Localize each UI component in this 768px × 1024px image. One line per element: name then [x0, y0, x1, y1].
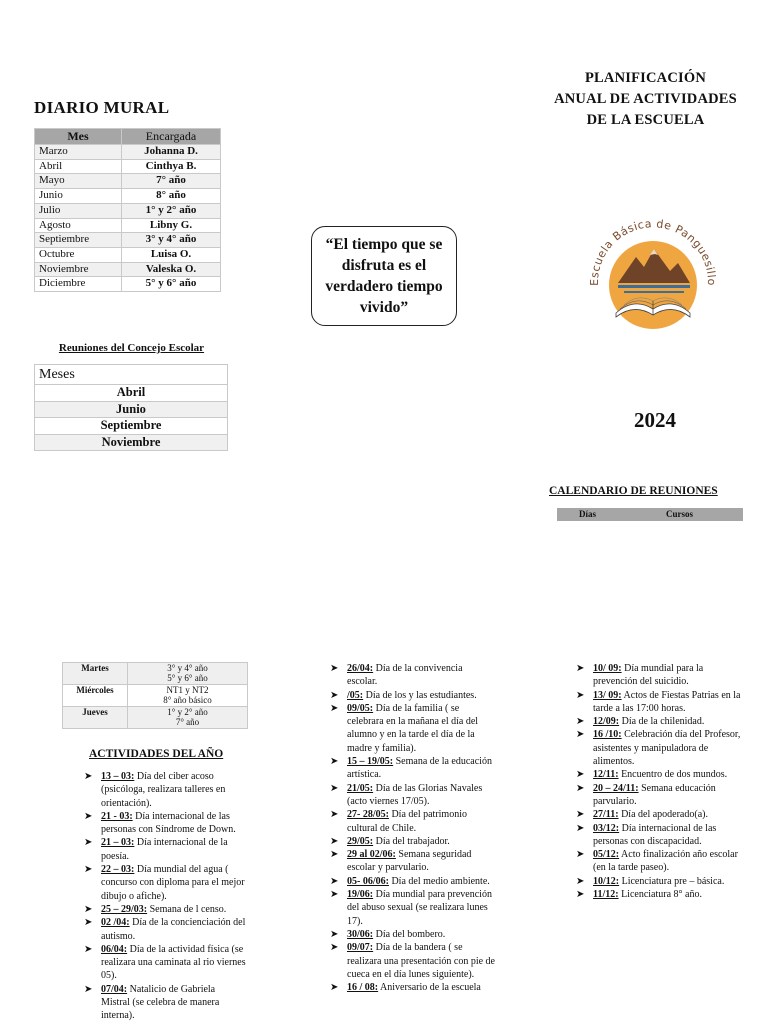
mes-cell: Septiembre: [35, 233, 122, 248]
list-item: [330, 782, 495, 809]
arrow-bullet-icon: ➤: [330, 849, 339, 861]
table-row: [35, 174, 221, 189]
activity-text: Día mundial para prevención del abuso sexual (se realizara lunes 17).: [347, 889, 492, 927]
mes-cell: Junio: [35, 189, 122, 204]
activity-date: 11/12:: [593, 889, 619, 901]
arrow-bullet-icon: ➤: [576, 729, 585, 741]
calendario-title: CALENDARIO DE REUNIONES: [549, 485, 718, 497]
quote-text: “El tiempo que se disfruta es el verdadero tiempo vivido”: [325, 236, 443, 316]
arrow-bullet-icon: ➤: [330, 889, 339, 901]
encargada-cell: Libny G.: [122, 218, 221, 233]
cursos-cell: [128, 685, 248, 707]
activity-date: 02 /04:: [101, 917, 130, 929]
activity-date: 09/05:: [347, 702, 374, 714]
mes-cell: Diciembre: [35, 277, 122, 292]
column-header-cursos: Cursos: [666, 509, 694, 519]
table-row: [35, 385, 228, 402]
activity-date: 29/05:: [347, 835, 374, 847]
title-line: DE LA ESCUELA: [586, 112, 705, 128]
arrow-bullet-icon: ➤: [330, 689, 339, 701]
arrow-bullet-icon: ➤: [330, 875, 339, 887]
arrow-bullet-icon: ➤: [84, 917, 93, 929]
table-row: [35, 145, 221, 160]
activity-date: 07/04:: [101, 983, 128, 995]
title-line: ANUAL DE ACTIVIDADES: [554, 91, 737, 107]
column-header-mes: Mes: [35, 129, 122, 145]
list-item: [330, 702, 495, 755]
activity-date: 21 – 03:: [101, 837, 135, 849]
arrow-bullet-icon: ➤: [576, 782, 585, 794]
list-item: [330, 662, 495, 689]
list-item: [84, 916, 246, 943]
quote-box: [311, 226, 457, 326]
reuniones-title: Reuniones del Concejo Escolar: [58, 342, 205, 354]
calendario-table: [62, 662, 248, 729]
mes-cell: Septiembre: [35, 418, 228, 435]
dia-cell: Jueves: [63, 707, 128, 729]
list-item: [330, 875, 495, 888]
activity-text: Acto finalización año escolar (en la tarde paseo).: [593, 849, 738, 874]
arrow-bullet-icon: ➤: [576, 809, 585, 821]
activity-text: Día mundial para la prevención del suicidio.: [593, 663, 704, 688]
encargada-cell: 8° año: [122, 189, 221, 204]
list-item: [330, 941, 495, 981]
list-item: [330, 928, 495, 941]
list-item: [576, 782, 741, 809]
activity-text: Día del ciber acoso (psicóloga, realizara talleres en orientación).: [101, 771, 226, 809]
mes-cell: Noviembre: [35, 434, 228, 451]
activity-text: Día de la familia ( se celebrara en la mañana el día del alumno y en la tarde el día de la madre y familia).: [347, 702, 479, 754]
mes-cell: Octubre: [35, 247, 122, 262]
activity-text: Celebración día del Profesor, asistentes y manipuladora de alimentos.: [593, 729, 741, 768]
actividades-column-1: [84, 770, 246, 1023]
table-row: [35, 159, 221, 174]
activity-text: Día de la actividad física (se realizara una caminata al rio viernes 05).: [101, 943, 246, 982]
curso-line: 3° y 4° año: [167, 663, 208, 673]
arrow-bullet-icon: ➤: [330, 756, 339, 768]
table-row: [35, 401, 228, 418]
mes-cell: Noviembre: [35, 262, 122, 277]
list-item: [576, 715, 741, 728]
activity-text: Encuentro de dos mundos.: [618, 769, 728, 781]
arrow-bullet-icon: ➤: [576, 849, 585, 861]
list-item: [84, 836, 246, 863]
list-item: [84, 983, 246, 1023]
arrow-bullet-icon: ➤: [84, 983, 93, 995]
activity-date: /05:: [347, 689, 364, 701]
actividades-column-2: [330, 662, 495, 994]
activity-text: Día de los y las estudiantes.: [363, 689, 477, 701]
column-header-meses: Meses: [35, 365, 228, 385]
arrow-bullet-icon: ➤: [576, 689, 585, 701]
arrow-bullet-icon: ➤: [84, 943, 93, 955]
arrow-bullet-icon: ➤: [576, 663, 585, 674]
title-line: PLANIFICACIÓN: [584, 70, 707, 86]
activity-text: Día de la concienciación del autismo.: [101, 917, 246, 942]
encargada-cell: Cinthya B.: [122, 159, 221, 174]
arrow-bullet-icon: ➤: [330, 702, 339, 714]
arrow-bullet-icon: ➤: [84, 810, 93, 822]
arrow-bullet-icon: ➤: [84, 837, 93, 849]
table-row: [63, 707, 248, 729]
activity-date: 21 - 03:: [101, 810, 133, 822]
encargada-cell: Johanna D.: [122, 145, 221, 160]
activity-text: Licenciatura 8° año.: [618, 889, 702, 901]
list-item: [84, 810, 246, 837]
logo-text: Escuela Básica de Panguesillo: [587, 217, 719, 286]
activity-date: 29 al 02/06:: [347, 849, 396, 861]
year: 2024: [634, 408, 676, 432]
activity-text: Aniversario de la escuela: [378, 982, 481, 994]
list-item: [330, 808, 495, 835]
table-row: [63, 685, 248, 707]
list-item: [84, 903, 246, 916]
list-item: [576, 888, 741, 901]
table-row: [35, 418, 228, 435]
activity-text: Semana de l censo.: [147, 903, 227, 915]
arrow-bullet-icon: ➤: [84, 903, 93, 915]
activity-date: 13 – 03:: [101, 771, 135, 782]
activity-date: 27/11:: [593, 809, 619, 821]
activity-text: Día del bombero.: [373, 928, 446, 940]
curso-line: 1° y 2° año: [167, 707, 208, 717]
activity-date: 10/ 09:: [593, 663, 622, 674]
activity-text: Actos de Fiestas Patrias en la tarde a las 17:00 horas.: [593, 689, 741, 714]
arrow-bullet-icon: ➤: [576, 769, 585, 781]
activity-text: Día internacional de las personas con Síndrome de Down.: [101, 810, 236, 836]
list-item: [576, 768, 741, 781]
encargada-cell: 1° y 2° año: [122, 203, 221, 218]
activity-text: Día internacional de las personas con discapacidad.: [593, 822, 717, 847]
activity-date: 06/04:: [101, 943, 128, 955]
arrow-bullet-icon: ➤: [330, 809, 339, 821]
diario-mural-title: DIARIO MURAL: [34, 98, 170, 117]
list-item: [576, 808, 741, 821]
activity-text: Día internacional de la poesía.: [101, 837, 228, 862]
list-item: [576, 662, 741, 689]
list-item: [330, 888, 495, 928]
encargada-cell: Luisa O.: [122, 247, 221, 262]
school-logo-icon: [578, 205, 728, 355]
encargada-cell: Valeska O.: [122, 262, 221, 277]
encargada-cell: 3° y 4° año: [122, 233, 221, 248]
list-item: [84, 863, 246, 903]
activity-date: 21/05:: [347, 782, 374, 794]
activity-text: Día de la convivencia escolar.: [347, 663, 463, 688]
mes-cell: Abril: [35, 159, 122, 174]
activity-date: 26/04:: [347, 663, 374, 674]
diario-mural-table: [34, 128, 221, 292]
activity-date: 10/12:: [593, 875, 620, 887]
cursos-cell: [128, 707, 248, 729]
activity-text: Natalicio de Gabriela Mistral (se celebra de manera interna).: [101, 983, 220, 1022]
curso-line: 8° año básico: [163, 694, 212, 705]
list-item: [330, 981, 495, 994]
arrow-bullet-icon: ➤: [330, 928, 339, 940]
activity-text: Día del medio ambiente.: [388, 875, 490, 887]
table-row: [35, 218, 221, 233]
actividades-column-3: [576, 662, 741, 901]
activity-text: Semana educación parvulario.: [593, 782, 716, 807]
arrow-bullet-icon: ➤: [576, 822, 585, 834]
activity-date: 16 / 08:: [347, 982, 379, 994]
table-row: [35, 233, 221, 248]
curso-line: 7° año: [175, 716, 200, 727]
arrow-bullet-icon: ➤: [576, 875, 585, 887]
list-item: [576, 689, 741, 716]
actividades-title: ACTIVIDADES DEL AÑO: [89, 748, 224, 760]
mes-cell: Junio: [35, 401, 228, 418]
list-item: [330, 848, 495, 875]
list-item: [576, 728, 741, 768]
arrow-bullet-icon: ➤: [330, 942, 339, 954]
activity-date: 15 – 19/05:: [347, 756, 394, 768]
activity-text: Día del apoderado(a).: [618, 809, 708, 821]
column-header-encargada: Encargada: [122, 129, 221, 145]
curso-line: 5° y 6° año: [167, 672, 208, 683]
calendario-header: [557, 508, 743, 521]
activity-date: 16 /10:: [593, 729, 622, 741]
list-item: [84, 943, 246, 983]
mes-cell: Marzo: [35, 145, 122, 160]
activity-date: 25 – 29/03:: [101, 903, 148, 915]
dia-cell: Martes: [63, 663, 128, 685]
activity-text: Día de la bandera ( se realizara una presentación con pie de cueca en el día lunes siguiente).: [347, 942, 495, 980]
table-row: [35, 262, 221, 277]
activity-date: 22 – 03:: [101, 864, 135, 876]
list-item: [330, 835, 495, 848]
mes-cell: Julio: [35, 203, 122, 218]
table-row: [35, 247, 221, 262]
activity-date: 27- 28/05:: [347, 809, 389, 821]
activity-date: 05- 06/06:: [347, 875, 389, 887]
activity-text: Día de las Glorias Navales (acto viernes 17/05).: [347, 782, 483, 807]
activity-date: 09/07:: [347, 942, 374, 954]
activity-date: 30/06:: [347, 928, 374, 940]
activity-text: Día del trabajador.: [373, 835, 450, 847]
activity-date: 19/06:: [347, 889, 374, 901]
arrow-bullet-icon: ➤: [84, 771, 93, 782]
activity-date: 12/11:: [593, 769, 619, 781]
activity-text: Día de la chilenidad.: [619, 716, 705, 728]
activity-date: 20 – 24/11:: [593, 782, 639, 794]
table-row: [35, 189, 221, 204]
table-row: [35, 277, 221, 292]
arrow-bullet-icon: ➤: [84, 864, 93, 876]
arrow-bullet-icon: ➤: [330, 982, 339, 994]
activity-text: Semana de la educación artística.: [347, 756, 492, 781]
encargada-cell: 7° año: [122, 174, 221, 189]
mes-cell: Mayo: [35, 174, 122, 189]
activity-date: 03/12:: [593, 822, 620, 834]
dia-cell: Miércoles: [63, 685, 128, 707]
list-item: [576, 822, 741, 849]
school-logo: [578, 205, 728, 355]
activity-text: Día mundial del agua ( concurso con diploma para el mejor dibujo o afiche).: [101, 864, 245, 902]
mes-cell: Abril: [35, 385, 228, 402]
activity-date: 13/ 09:: [593, 689, 622, 701]
arrow-bullet-icon: ➤: [576, 889, 585, 901]
column-header-dias: Días: [579, 509, 597, 519]
activity-text: Licenciatura pre – básica.: [619, 875, 725, 887]
cursos-cell: [128, 663, 248, 685]
list-item: [576, 875, 741, 888]
activity-text: Semana seguridad escolar y parvulario.: [347, 849, 472, 874]
table-row: [63, 663, 248, 685]
activity-date: 05/12:: [593, 849, 620, 861]
arrow-bullet-icon: ➤: [576, 716, 585, 728]
list-item: [330, 689, 495, 702]
arrow-bullet-icon: ➤: [330, 782, 339, 794]
list-item: [84, 770, 246, 810]
reuniones-table: [34, 364, 228, 451]
curso-line: NT1 y NT2: [166, 685, 209, 695]
activity-date: 12/09:: [593, 716, 620, 728]
activity-text: Día del patrimonio cultural de Chile.: [347, 809, 467, 834]
arrow-bullet-icon: ➤: [330, 835, 339, 847]
list-item: [576, 848, 741, 875]
table-row: [35, 203, 221, 218]
list-item: [330, 755, 495, 782]
encargada-cell: 5° y 6° año: [122, 277, 221, 292]
planificacion-title: [548, 68, 743, 131]
table-row: [35, 434, 228, 451]
mes-cell: Agosto: [35, 218, 122, 233]
arrow-bullet-icon: ➤: [330, 663, 339, 674]
